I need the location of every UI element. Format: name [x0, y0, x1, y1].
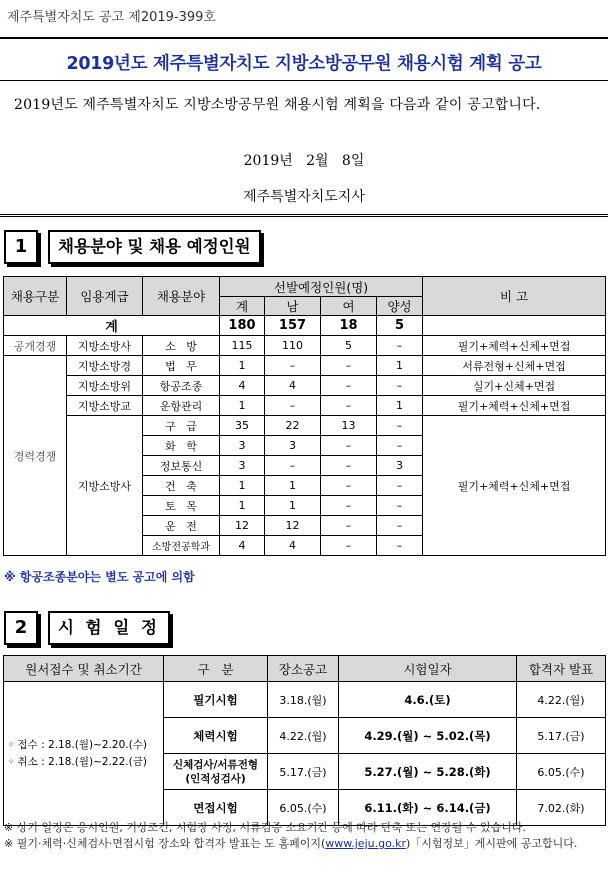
cell-female: –	[321, 536, 377, 556]
kind-line1: 신체검사/서류전형	[173, 758, 258, 771]
section1-number: 1	[4, 230, 38, 264]
cell-field: 구 급	[143, 416, 220, 436]
cell-either: –	[377, 496, 423, 516]
cell-either: –	[377, 416, 423, 436]
cell-male: 4	[265, 376, 321, 396]
cell-sabang-remarks: 필기+체력+신체+면접	[423, 416, 606, 556]
cell-male: –	[265, 356, 321, 376]
cell-male: 22	[265, 416, 321, 436]
title-bottom-rule	[0, 80, 608, 81]
th-female: 여	[321, 297, 377, 316]
cell-either: –	[377, 536, 423, 556]
cell-total: 1	[220, 496, 265, 516]
schedule-table	[3, 655, 606, 826]
cell-result: 5.17.(금)	[517, 718, 606, 754]
header-bottom-rule	[0, 214, 608, 217]
cell-result: 6.05.(수)	[517, 754, 606, 790]
th-category: 채용구분	[4, 277, 67, 316]
section2-number: 2	[4, 611, 38, 645]
cell-career-category: 경력경쟁	[4, 356, 67, 556]
cell-kind: 필기시험	[164, 682, 268, 718]
cell-kind: 면접시험	[164, 790, 268, 826]
cell-female: –	[321, 516, 377, 536]
th-venue: 장소공고	[268, 656, 339, 682]
total-label: 계	[4, 316, 220, 336]
cell-total: 35	[220, 416, 265, 436]
kind-line2: (인적성검사)	[185, 772, 246, 785]
cell-total: 3	[220, 456, 265, 476]
cell-female: 5	[321, 336, 377, 356]
cell-venue: 3.18.(월)	[268, 682, 339, 718]
total-male: 157	[265, 316, 321, 336]
cell-kind	[164, 754, 268, 790]
period-apply: ◦ 접수 : 2.18.(월)~2.20.(수)	[8, 738, 147, 751]
th-male: 남	[265, 297, 321, 316]
cell-category: 공개경쟁	[4, 336, 67, 356]
cell-male: –	[265, 456, 321, 476]
cell-field: 소방전공학과	[143, 536, 220, 556]
cell-male: 4	[265, 536, 321, 556]
cell-female: –	[321, 436, 377, 456]
cell-remarks: 서류전형+신체+면접	[423, 356, 606, 376]
cell-total: 1	[220, 356, 265, 376]
table-row	[4, 376, 606, 396]
cell-female: –	[321, 456, 377, 476]
cell-female: 13	[321, 416, 377, 436]
cell-field: 토 목	[143, 496, 220, 516]
cell-either: –	[377, 336, 423, 356]
cell-total: 12	[220, 516, 265, 536]
note2-suffix: )「시험정보」게시판에 공고합니다.	[406, 837, 578, 850]
homepage-link[interactable]: www.jeju.go.kr	[325, 837, 406, 850]
cell-field: 건 축	[143, 476, 220, 496]
cell-field: 항공조종	[143, 376, 220, 396]
th-result: 합격자 발표	[517, 656, 606, 682]
cell-female: –	[321, 396, 377, 416]
period-cancel: ◦ 취소 : 2.18.(월)~2.22.(금)	[8, 755, 147, 768]
th-period: 원서접수 및 취소기간	[4, 656, 164, 682]
schedule-note-1: ※ 상기 일정은 응시인원, 기상조건, 시험장 사정, 서류검증 소요기간 등에 따라 단축 또는 연장될 수 있습니다.	[4, 821, 526, 834]
cell-sabang-rank: 지방소방사	[67, 416, 143, 556]
table-row	[4, 356, 606, 376]
application-period	[4, 682, 164, 826]
cell-field: 정보통신	[143, 456, 220, 476]
section1-note: ※ 항공조종분야는 별도 공고에 의함	[4, 570, 195, 584]
total-row	[4, 316, 606, 336]
total-female: 18	[321, 316, 377, 336]
cell-total: 1	[220, 396, 265, 416]
th-planned: 선발예정인원(명)	[220, 277, 423, 297]
cell-male: 1	[265, 496, 321, 516]
header-top-rule	[0, 37, 608, 39]
cell-female: –	[321, 356, 377, 376]
cell-venue: 5.17.(금)	[268, 754, 339, 790]
cell-rank: 지방소방위	[67, 376, 143, 396]
th-remarks: 비 고	[423, 277, 606, 316]
cell-total: 1	[220, 476, 265, 496]
th-either: 양성	[377, 297, 423, 316]
section1-title: 채용분야 및 채용 예정인원	[48, 230, 261, 264]
cell-kind: 체력시험	[164, 718, 268, 754]
cell-total: 4	[220, 376, 265, 396]
cell-exam-date: 4.29.(월) ~ 5.02.(목)	[339, 718, 517, 754]
cell-female: –	[321, 376, 377, 396]
total-either: 5	[377, 316, 423, 336]
recruitment-table	[3, 276, 606, 556]
cell-venue: 6.05.(수)	[268, 790, 339, 826]
cell-remarks: 필기+체력+신체+면접	[423, 396, 606, 416]
cell-rank: 지방소방경	[67, 356, 143, 376]
cell-female: –	[321, 496, 377, 516]
cell-exam-date: 5.27.(월) ~ 5.28.(화)	[339, 754, 517, 790]
cell-result: 7.02.(화)	[517, 790, 606, 826]
cell-either: –	[377, 476, 423, 496]
cell-field: 운 전	[143, 516, 220, 536]
cell-rank: 지방소방교	[67, 396, 143, 416]
cell-either: –	[377, 516, 423, 536]
cell-either: 1	[377, 356, 423, 376]
table-row	[4, 416, 606, 436]
cell-total: 115	[220, 336, 265, 356]
th-rank: 임용계급	[67, 277, 143, 316]
cell-either: 3	[377, 456, 423, 476]
cell-venue: 4.22.(월)	[268, 718, 339, 754]
cell-field: 소 방	[143, 336, 220, 356]
notice-number: 제주특별자치도 공고 제2019-399호	[7, 10, 216, 25]
total-count: 180	[220, 316, 265, 336]
cell-male: 1	[265, 476, 321, 496]
total-remarks	[423, 316, 606, 336]
cell-total: 3	[220, 436, 265, 456]
cell-male: –	[265, 396, 321, 416]
th-kind: 구 분	[164, 656, 268, 682]
section2-title: 시 험 일 정	[48, 611, 170, 645]
cell-either: –	[377, 376, 423, 396]
note2-prefix: ※ 필기·체력·신체검사·면접시험 장소와 합격자 발표는 도 홈페이지(	[4, 837, 326, 850]
th-total: 계	[220, 297, 265, 316]
cell-male: 12	[265, 516, 321, 536]
table-row	[4, 336, 606, 356]
cell-result: 4.22.(월)	[517, 682, 606, 718]
cell-male: 110	[265, 336, 321, 356]
schedule-note-2	[4, 836, 604, 852]
cell-exam-date: 4.6.(토)	[339, 682, 517, 718]
intro-text: 2019년도 제주특별자치도 지방소방공무원 채용시험 계획을 다음과 같이 공고합니다.	[14, 97, 541, 113]
cell-male: 3	[265, 436, 321, 456]
cell-female: –	[321, 476, 377, 496]
cell-field: 운항관리	[143, 396, 220, 416]
issuer-name: 제주특별자치도지사	[243, 189, 365, 205]
cell-remarks: 실기+신체+면접	[423, 376, 606, 396]
page-title: 2019년도 제주특별자치도 지방소방공무원 채용시험 계획 공고	[66, 54, 542, 74]
cell-either: 1	[377, 396, 423, 416]
table-row	[4, 682, 606, 718]
cell-remarks: 필기+체력+신체+면접	[423, 336, 606, 356]
cell-either: –	[377, 436, 423, 456]
cell-field: 화 학	[143, 436, 220, 456]
table-row	[4, 396, 606, 416]
cell-rank: 지방소방사	[67, 336, 143, 356]
section2-notes	[4, 820, 604, 852]
cell-total: 4	[220, 536, 265, 556]
notice-date: 2019년 2월 8일	[243, 153, 365, 169]
cell-field: 법 무	[143, 356, 220, 376]
th-field: 채용분야	[143, 277, 220, 316]
cell-exam-date: 6.11.(화) ~ 6.14.(금)	[339, 790, 517, 826]
th-exam-date: 시험일자	[339, 656, 517, 682]
